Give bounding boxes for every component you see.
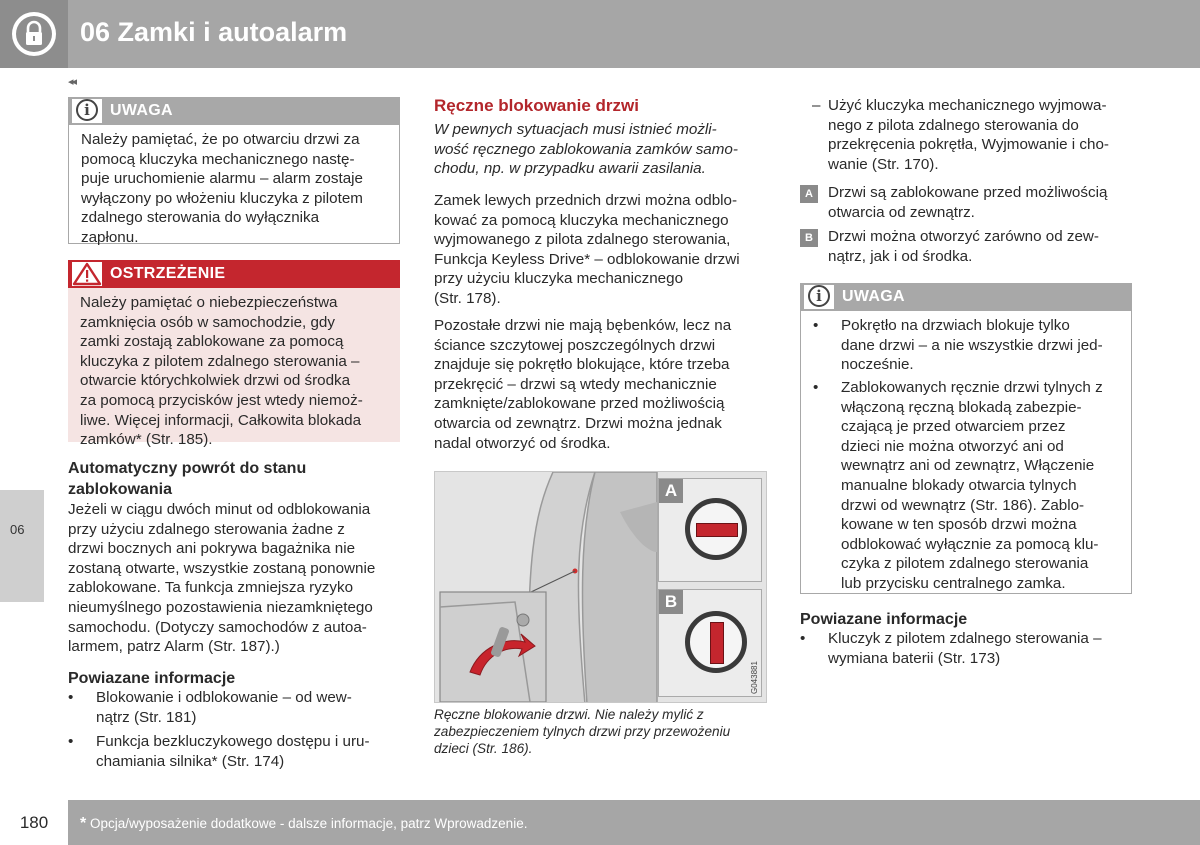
lock-icon [16, 16, 52, 52]
note-box-2-body [800, 311, 1132, 594]
footer-star: * [80, 815, 87, 832]
panel-b-label: B [659, 590, 683, 614]
bullet-icon: • [68, 689, 74, 706]
back-arrows-icon[interactable]: ◂◂ [68, 76, 76, 88]
door-lock-figure [434, 471, 767, 703]
warning-triangle-icon [72, 262, 102, 286]
paragraph-2: Pozostałe drzwi nie mają bębenków, lecz na ściance szczytowej poszczególnych drzwi znajduje się pokrętło blokujące, które trzeba przekręcić – drzwi są wtedy mechanicznie zamknięte/zablokowane przed możliwością otwarcia od zewnątrz. Drzwi można jednak nadal otworzyć od środka. [434, 317, 732, 452]
bullet-icon: • [813, 317, 819, 334]
page-number: 180 [19, 813, 49, 832]
warning-box-label: OSTRZEŻENIE [110, 265, 226, 282]
legend-item-b: B Drzwi można otworzyć zarówno od zew- nątrz, jak i od środka. [800, 227, 1140, 267]
warning-box-text: Należy pamiętać o niebezpieczeństwa zamknięcia osób w samochodzie, gdy zamki zostają zablokowane za pomocą kluczyka z pilotem zdalnego sterowania – otwarcie którychkolwiek drzwi od środka za pomocą przycisków jest wtedy niemoż- liwe. Więcej informacji, Całkowita blokada zamków* (Str. 185). [80, 294, 363, 449]
footer-text: Opcja/wyposażenie dodatkowe - dalsze informacje, patrz Wprowadzenie. [86, 816, 528, 831]
related-link[interactable]: • Funkcja bezkluczykowego dostępu i uru- chamiania silnika* (Str. 174) [68, 733, 370, 770]
page-title: 06 Zamki i autoalarm [80, 17, 348, 47]
warning-box-header [68, 260, 400, 288]
warning-box-body [68, 288, 400, 449]
door-lock-detail-inset [440, 592, 546, 702]
paragraph-1: Zamek lewych przednich drzwi można odblo- kować za pomocą kluczyka mechanicznego wyjmowanego z pilota zdalnego sterowania, Funkcja Keyless Drive* – odblokowanie drzwi przy użyciu kluczyka mechanicznego (Str. 178). [434, 192, 740, 307]
note-bullet: • Pokrętło na drzwiach blokuje tylko dane drzwi – a nie wszystkie drzwi jed- nocześnie. [813, 317, 1103, 374]
info-icon: i [808, 285, 830, 307]
dash-marker: – [812, 97, 821, 114]
lock-knob-locked-icon [685, 498, 747, 560]
related-link[interactable]: • Blokowanie i odblokowanie – od wew- nątrz (Str. 181) [68, 689, 352, 726]
note-box-header [68, 97, 400, 125]
footer-note [80, 814, 527, 834]
chapter-tab-label: 06 [10, 522, 25, 537]
related-link[interactable]: • Kluczyk z pilotem zdalnego sterowania – wymiana baterii (Str. 173) [800, 630, 1102, 667]
note-box-2-header [800, 283, 1132, 311]
info-icon: i [76, 99, 98, 121]
dash-list-item: – Użyć kluczyka mechanicznego wyjmowa- nego z pilota zdalnego sterowania do przekręcenia pokrętła, Wyjmowanie i cho- wanie (Str. 170). [812, 97, 1109, 173]
note-bullet: • Zablokowanych ręcznie drzwi tylnych z włączoną ręczną blokadą zabezpie- czającą je przed otwarciem przez dzieci nie można otworzyć ani od wewnątrz ani od zewnątrz, Włączenie manualne blokady otwarcia tylnych drzwi od wewnątrz (Str. 186). Zablo- kowane w ten sposób drzwi można odblokować wyłącznie za pomocą klu- czyka z pilotem zdalnego sterowania lub przycisku centralnego zamka. [813, 379, 1103, 592]
letter-a-badge: A [800, 185, 818, 203]
panel-a-label: A [659, 479, 683, 503]
note-box-body [68, 125, 400, 244]
legend-item-a: A Drzwi są zablokowane przed możliwością otwarcia od zewnątrz. [800, 183, 1140, 223]
note-box-2-label: UWAGA [842, 288, 905, 305]
chapter-tab[interactable] [0, 490, 44, 602]
figure-caption: Ręczne blokowanie drzwi. Nie należy mylić z zabezpieczeniem tylnych drzwi przy przewożeniu dzieci (Str. 186). [434, 707, 731, 756]
note-box-text: Należy pamiętać, że po otwarciu drzwi za pomocą kluczyka mechanicznego nastę- puje uruchomienie alarmu – alarm zostaje wyłączony po włożeniu kluczyka z pilotem zdalnego sterowania do wyłącznika zapłonu. [81, 131, 363, 246]
bullet-icon: • [800, 630, 806, 647]
lock-knob-unlocked-icon [685, 611, 747, 673]
related-info-heading-2: Powiazane informacje [800, 611, 968, 628]
note-box-label: UWAGA [110, 102, 173, 119]
bullet-icon: • [68, 733, 74, 750]
section-heading: Automatyczny powrót do stanu zablokowania [68, 460, 307, 498]
bullet-icon: • [813, 379, 819, 396]
panel-b [658, 589, 762, 697]
related-info-heading: Powiazane informacje [68, 670, 236, 687]
manual-locking-heading: Ręczne blokowanie drzwi [434, 96, 639, 115]
letter-b-badge: B [800, 229, 818, 247]
intro-text: W pewnych sytuacjach musi istnieć możli- wość ręcznego zablokowania zamków samo- chodu, np. w przypadku awarii zasilania. [434, 121, 738, 178]
panel-a [658, 478, 762, 582]
section-body: Jeżeli w ciągu dwóch minut od odblokowania przy użyciu zdalnego sterowania żadne z drzwi bocznych ani pokrywa bagażnika nie zostaną otwarte, wszystkie zostaną ponownie zablokowane. Ta funkcja zmniejsza ryzyko nieumyślnego pozostawienia niezamkniętego samochodu. (Dotyczy samochodów z autoa- larmem, patrz Alarm (Str. 187).) [68, 501, 376, 656]
figure-code: G043881 [750, 661, 759, 694]
